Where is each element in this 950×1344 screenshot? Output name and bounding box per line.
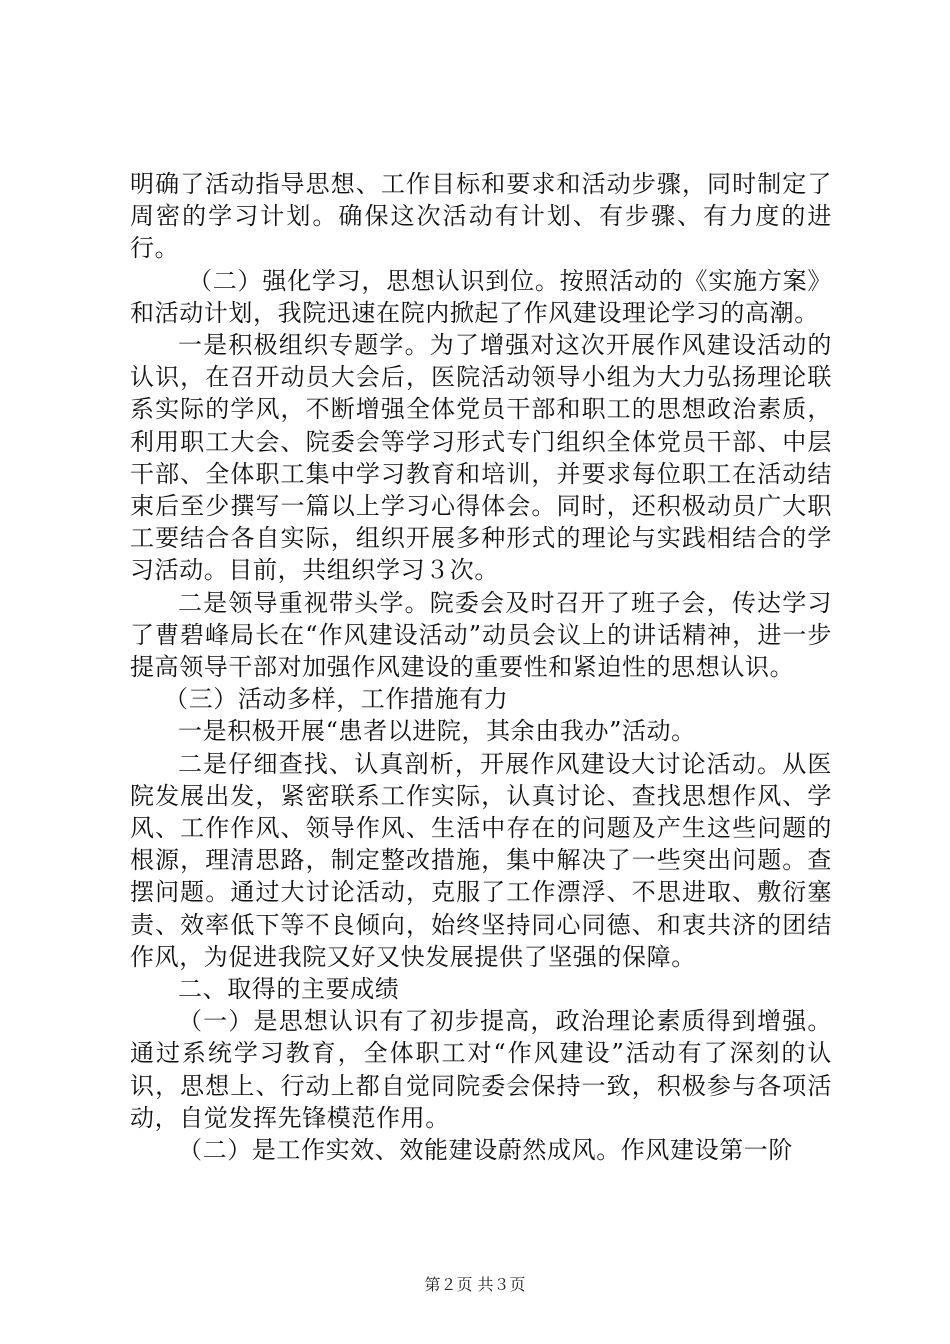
page-footer: 第２页 共３页 [424,1275,526,1294]
paragraph-study-topic: 一是积极组织专题学。为了增强对这次开展作风建设活动的认识，在召开动员大会后，医院活动领导小组为大力弘扬理论联系实际的学风，不断增强全体党员干部和职工的思想政治素质，利用职工大会、院委会等学习形式专门组织全体党员干部、中层干部、全体职工集中学习教育和培训，并要求每位职工在活动结束后至少撰写一篇以上学习心得体会。同时，还积极动员广大职工要结合各自实际，组织开展多种形式的理论与实践相结合的学习活动。目前，共组织学习３次。 [130,331,832,585]
paragraph-continuation: 明确了活动指导思想、工作目标和要求和活动步骤，同时制定了周密的学习计划。确保这次活动有计划、有步骤、有力度的进行。 [130,170,832,263]
paragraph-achievements-heading: 二、取得的主要成绩 [178,975,400,1004]
document-body [130,168,832,1166]
paragraph-section-3-heading: （三）活动多样，工作措施有力 [164,685,509,714]
paragraph-patient-activity: 一是积极开展“患者以进院，其余由我办”活动。 [178,717,696,746]
paragraph-achievement-1: （一）是思想认识有了初步提高，政治理论素质得到增强。通过系统学习教育，全体职工对“作风建设”活动有了深刻的认识，思想上、行动上都自觉同院委会保持一致，积极参与各项活动，自觉发挥先锋模范作用。 [130,1007,832,1132]
paragraph-section-2: （二）强化学习，思想认识到位。按照活动的《实施方案》和活动计划，我院迅速在院内掀起了作风建设理论学习的高潮。 [130,266,832,327]
paragraph-discussion-activity: 二是仔细查找、认真剖析，开展作风建设大讨论活动。从医院发展出发，紧密联系工作实际，认真讨论、查找思想作风、学风、工作作风、领导作风、生活中存在的问题及产生这些问题的根源，理清思路，制定整改措施，集中解决了一些突出问题。查摆问题。通过大讨论活动，克服了工作漂浮、不思进取、敷衍塞责、效率低下等不良倾向，始终坚持同心同德、和衷共济的团结作风，为促进我院又好又快发展提供了坚强的保障。 [130,749,832,971]
paragraph-achievement-2: （二）是工作实效、效能建设蔚然成风。作风建设第一阶 [178,1136,793,1165]
paragraph-leadership-study: 二是领导重视带头学。院委会及时召开了班子会，传达学习了曹碧峰局长在“作风建设活动”动员会议上的讲话精神，进一步提高领导干部对加强作风建设的重要性和紧迫性的思想认识。 [130,588,832,682]
